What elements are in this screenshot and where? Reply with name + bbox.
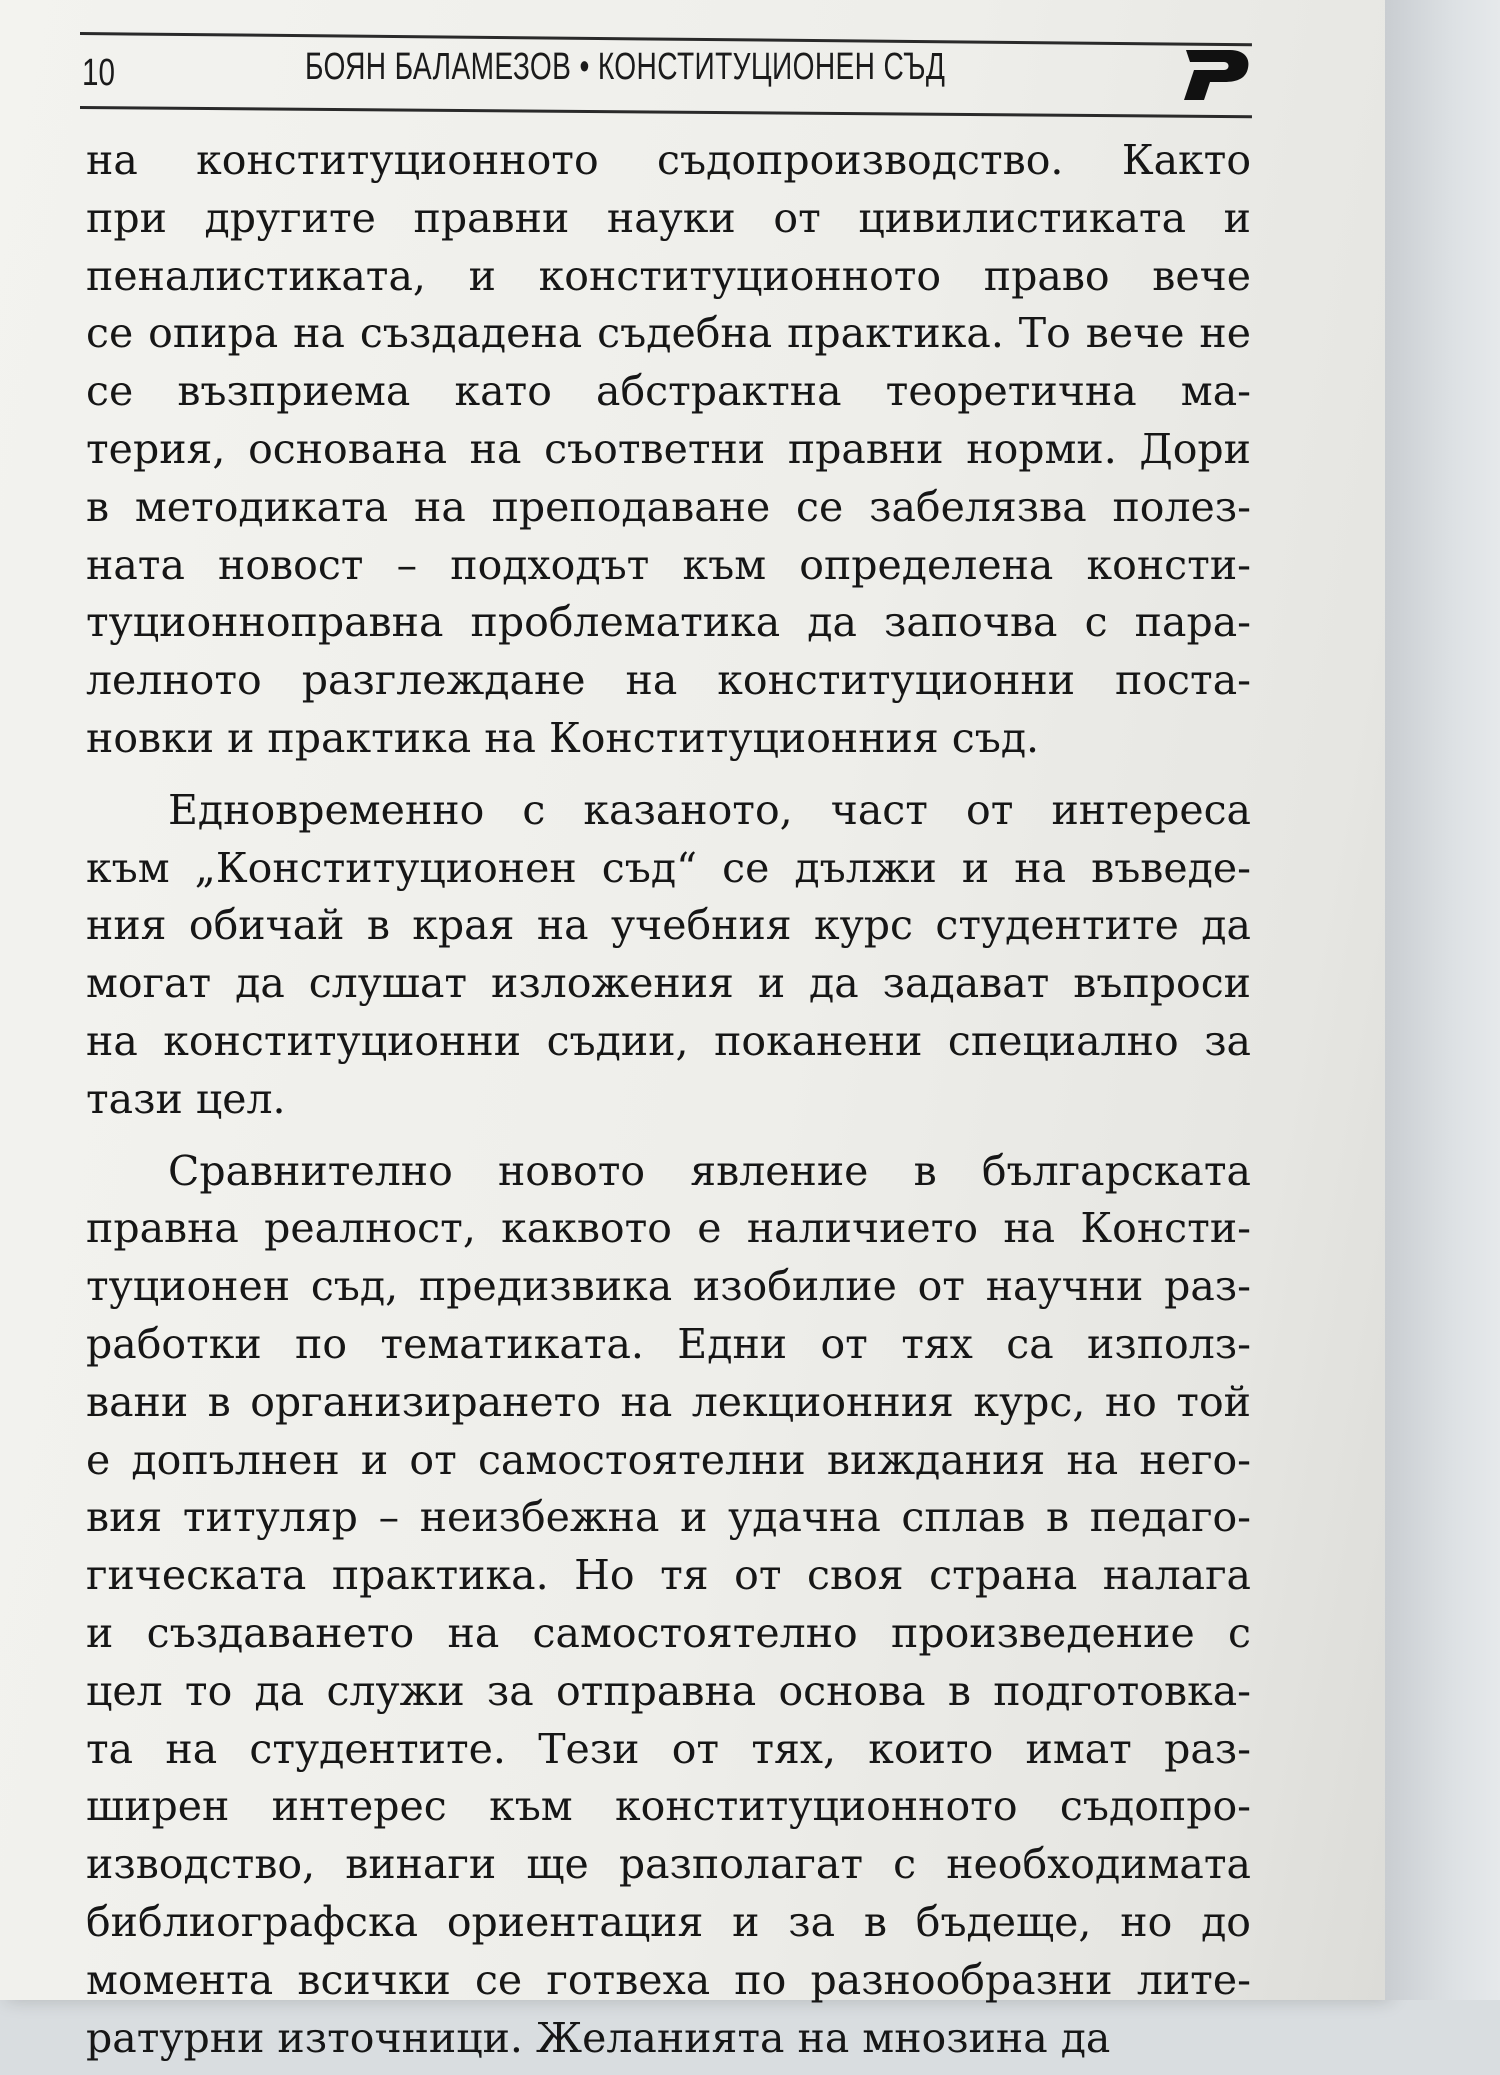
- text-line: ратурни източници. Желанията на мнозина да: [86, 2018, 1251, 2075]
- text-line: работки по тематиката. Едни от тях са използ-: [86, 1324, 1251, 1382]
- body-text: [86, 140, 1251, 2075]
- text-line: при другите правни науки от цивилистиката и: [86, 198, 1251, 256]
- header-top-rule: [80, 32, 1252, 46]
- text-line: пеналистиката, и конституционното право вече: [86, 256, 1251, 314]
- text-line: ната новост – подходът към определена консти-: [86, 545, 1251, 603]
- text-line: се опира на създадена съдебна практика. То вече не: [86, 313, 1251, 371]
- publisher-logo-icon: [1180, 46, 1252, 102]
- text-line: в методиката на преподаване се забелязва полез-: [86, 487, 1251, 545]
- text-line: новки и практика на Конституционния съд.: [86, 718, 1251, 776]
- text-line: лелното разглеждане на конституционни поста-: [86, 660, 1251, 718]
- paragraph: [86, 790, 1251, 1137]
- text-line: библиографска ориентация и за в бъдеще, но до: [86, 1902, 1251, 1960]
- text-line: гическата практика. Но тя от своя страна налага: [86, 1555, 1251, 1613]
- text-line: изводство, винаги ще разполагат с необходимата: [86, 1844, 1251, 1902]
- text-line: туционноправна проблематика да започва с пара-: [86, 602, 1251, 660]
- text-line: Сравнително новото явление в българската: [86, 1151, 1251, 1209]
- text-line: ния обичай в края на учебния курс студентите да: [86, 905, 1251, 963]
- text-line: вия титуляр – неизбежна и удачна сплав в педаго-: [86, 1497, 1251, 1555]
- text-line: вани в организирането на лекционния курс, но той: [86, 1382, 1251, 1440]
- text-line: тази цел.: [86, 1079, 1251, 1137]
- text-line: могат да слушат изложения и да задават въпроси: [86, 963, 1251, 1021]
- page-header: [80, 32, 1252, 112]
- adjacent-page-edge: [1385, 0, 1500, 2000]
- text-line: правна реалност, каквото е наличието на Консти-: [86, 1208, 1251, 1266]
- text-line: се възприема като абстрактна теоретична ма-: [86, 371, 1251, 429]
- running-head: БОЯН БАЛАМЕЗОВ • КОНСТИТУЦИОНЕН СЪД: [305, 46, 945, 89]
- paragraph: [86, 1151, 1251, 2075]
- text-line: момента всички се готвеха по разнообразни лите-: [86, 1960, 1251, 2018]
- text-line: към „Конституционен съд“ се дължи и на въведе-: [86, 848, 1251, 906]
- text-line: е допълнен и от самостоятелни виждания на него-: [86, 1440, 1251, 1498]
- text-line: Едновременно с казаното, част от интереса: [86, 790, 1251, 848]
- text-line: на конституционното съдопроизводство. Както: [86, 140, 1251, 198]
- header-bottom-rule: [80, 106, 1252, 118]
- paragraph: [86, 140, 1251, 776]
- text-line: терия, основана на съответни правни норми. Дори: [86, 429, 1251, 487]
- page-number: 10: [82, 52, 115, 95]
- text-line: ширен интерес към конституционното съдопро-: [86, 1786, 1251, 1844]
- text-line: и създаването на самостоятелно произведение с: [86, 1613, 1251, 1671]
- text-line: та на студентите. Тези от тях, които имат раз-: [86, 1729, 1251, 1787]
- text-line: на конституционни съдии, поканени специално за: [86, 1021, 1251, 1079]
- text-line: цел то да служи за отправна основа в подготовка-: [86, 1671, 1251, 1729]
- text-line: туционен съд, предизвика изобилие от научни раз-: [86, 1266, 1251, 1324]
